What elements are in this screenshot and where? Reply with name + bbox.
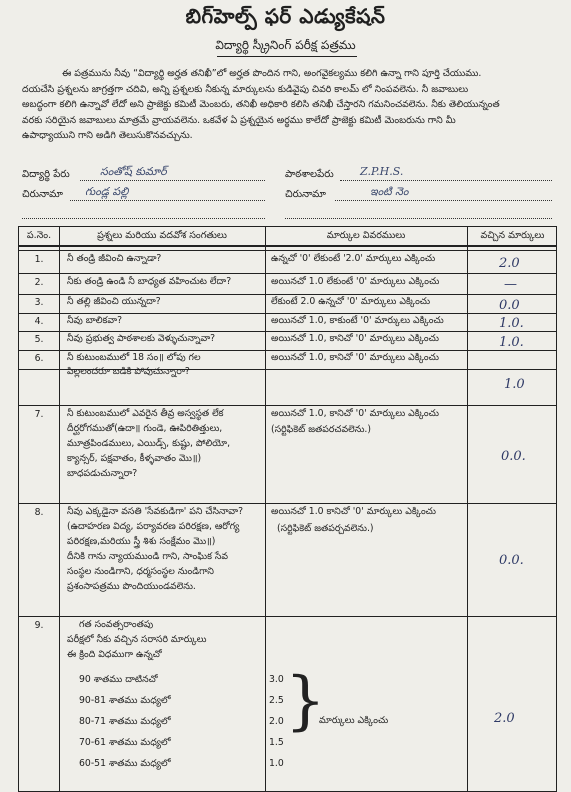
row-rule: [19, 405, 556, 406]
question-text: నీవు బాలికవా?: [67, 315, 123, 326]
range-score: 2.0: [269, 716, 284, 727]
row-number: 4.: [34, 316, 44, 327]
address-line-2: [22, 218, 265, 219]
question-text: నీ తల్లి జీవించి యున్నదా?: [67, 296, 161, 307]
range-score: 1.0: [269, 758, 284, 769]
instructions-paragraph: [22, 66, 550, 144]
awarded-mark[interactable]: —: [504, 277, 517, 292]
marks-detail: (సర్టిఫికెట్ జతపరచవలెను.): [271, 424, 372, 435]
awarded-mark[interactable]: 1.0.: [499, 335, 524, 350]
row-rule: [19, 616, 556, 617]
awarded-mark[interactable]: 2.0: [494, 711, 515, 726]
question-text: నీ కుటుంబములో ఎవరైన తీవ్ర అస్వస్థత లేక: [67, 408, 224, 419]
school-name-label: పాఠశాలపేరు: [285, 169, 334, 180]
address2-line-1: [335, 200, 552, 201]
question-text: దీనికి గాను న్యాయముండి గాని, సాంఘిక సేవ: [67, 551, 229, 562]
subtitle-underline: [217, 56, 357, 57]
range-score: 3.0: [269, 674, 284, 685]
instruction-line: దయచేసి ప్రశ్నలను జాగ్రత్తగా చదివి, అన్ని ప్రశ్నలకు నీకున్న మార్కులను కుడివైపు చివరి కాలమ్ లో నింపవలెను. నీ జవాబులు: [22, 83, 469, 95]
range-score: 1.5: [269, 737, 284, 748]
question-text: పరిరక్షణ,మరియు స్త్రీ శిశు సంక్షేమం మొ॥): [67, 536, 216, 547]
school-name-value[interactable]: Z.P.H.S.: [360, 165, 404, 178]
header-marks: వచ్చిన మార్కులు: [480, 230, 545, 241]
row-number: 7.: [34, 409, 44, 420]
row-number: 1.: [34, 254, 44, 265]
row-number: 2.: [34, 277, 44, 288]
question-text: పిల్లలందరూ బడికి పోవుచున్నారా?: [67, 366, 190, 377]
form-subtitle: విద్యార్థి స్క్రీనింగ్ పరీక్ష పత్రము: [215, 38, 356, 52]
form-title: బిగ్‌హెల్ప్ ఫర్ ఎడ్యుకేషన్: [185, 4, 386, 28]
question-text: మూత్రపిండములు, ఎయిడ్స్, కుష్టు, పోలియో,: [67, 438, 231, 449]
address-value[interactable]: గుండ్ల పల్లి: [85, 185, 129, 198]
question-text: క్యాన్సర్, పక్షవాతం, కీళ్ళవాతం మొ॥): [67, 453, 202, 464]
awarded-mark[interactable]: 0.0: [499, 298, 520, 313]
row-number: 9.: [34, 620, 44, 631]
question-text: పరీక్షలో నీకు వచ్చిన సరాసరి మార్కులు: [67, 634, 207, 645]
address-label: చిరునామా: [22, 189, 63, 200]
awarded-mark[interactable]: 2.0: [499, 256, 520, 271]
awarded-mark[interactable]: 1.0: [504, 377, 525, 392]
student-name-value[interactable]: సంతోష్ కుమార్: [100, 165, 167, 178]
marks-detail: అయినచో 1.0 కానిచో '0' మార్కులు ఎక్కించు: [271, 506, 436, 517]
percentage-range: 90 శాతము దాటినచో: [79, 674, 158, 685]
question-text: నీవు ఎక్కడైనా వసతి 'సేవకుడిగా' పని చేసినావా?: [67, 506, 244, 517]
header-num: ప.నెం.: [26, 230, 52, 241]
marks-detail: అయినచో 1.0, కాకుంటే '0' మార్కులు ఎక్కించు: [271, 315, 444, 326]
question-text: (ఉదాహరణ విద్య, పర్యావరణ పరిరక్షణ, ఆరోగ్య: [67, 521, 240, 532]
row-number: 8.: [34, 507, 44, 518]
row-number: 5.: [34, 334, 44, 345]
awarded-mark[interactable]: 0.0.: [499, 553, 524, 568]
instruction-line: వరకు సరియైన జవాబులు మాత్రమే వ్రాయవలెను. ఒకవేళ ఏ ప్రశ్నయైన అర్థము కాలేదో ప్రాజెక్టు కమిటీ మెంబరును గాని మీ: [22, 114, 456, 126]
row-rule: [19, 273, 556, 274]
school-name-line: [340, 180, 552, 181]
header-question: ప్రశ్నలు మరియు వదవోశ సంగతులు: [97, 230, 227, 241]
marks-detail: (సర్టిఫికెట్ జతపర్చవలెను.): [277, 523, 374, 534]
marks-detail: అయినచో 1.0, కానిచో '0' మార్కులు ఎక్కించు: [271, 408, 439, 419]
instruction-line: ఈ పత్రమును నీవు “విద్యార్థి అర్హత తనిఖీ”లో అర్హత పొందిన గాని, అంగవైకల్యము కలిగి ఉన్నా గాని పూర్తి చేయుము.: [62, 68, 482, 79]
marks-detail: అయినచో 1.0, కానిచో '0' మార్కులు ఎక్కించు: [271, 352, 439, 363]
marks-detail: అయినచో 1.0, కానిచో '0' మార్కులు ఎక్కించు: [271, 333, 439, 344]
marks-detail: ఉన్నచో '0' లేకుంటే '2.0' మార్కులు ఎక్కించు: [271, 253, 436, 264]
instruction-line: అబద్ధంగా కలిగి ఉన్నావో లేదో అని ప్రాజెక్టు కమిటీ మెంబరు, తనిఖీ అధికారి కలిసి తనిఖీ చేస్తారని గమనించవలెను. నీకు తెలియున్నంత: [22, 99, 500, 111]
col-divider: [59, 227, 60, 791]
question-text: సంస్థల నుండిగాని, ధర్మసంస్థల నుండిగాని: [67, 566, 214, 577]
header-rule: [19, 245, 556, 247]
row-number: 3.: [34, 297, 44, 308]
question-text: దీర్ఘరోగముతో(ఉదా॥ గుండె, ఊపిరితిత్తులు,: [67, 423, 223, 434]
question-text: నీవు ప్రభుత్వ పాఠశాలకు వెళ్ళుచున్నావా?: [67, 333, 216, 344]
question-text: ఈ క్రింది విధముగా ఉన్నచో: [67, 649, 162, 660]
address2-value[interactable]: ఇంటి నెం: [370, 185, 409, 198]
row-number: 6.: [34, 353, 44, 364]
header-details: మార్కుల వివరములు: [326, 230, 406, 241]
percentage-range: 90-81 శాతము మధ్యలో: [79, 695, 171, 706]
question-text: నీ తండ్రి జీవించి ఉన్నాడా?: [67, 253, 162, 264]
address2-line-2: [285, 218, 552, 219]
range-brace: }: [285, 664, 326, 738]
col-divider: [467, 227, 468, 791]
question-text: నీకు తండ్రి ఉండి నీ బాధ్యత వహించుట లేదా?: [67, 276, 232, 287]
awarded-mark[interactable]: 1.0.: [499, 316, 524, 331]
row-rule: [19, 503, 556, 504]
address2-label: చిరునామా: [285, 189, 326, 200]
percentage-range: 80-71 శాతము మధ్యలో: [79, 716, 171, 727]
awarded-mark[interactable]: 0.0.: [501, 449, 526, 464]
question-text: బాధపడుచున్నారా?: [67, 468, 138, 479]
question-text: ప్రశంసాపత్రము పొందియుండవలెను.: [67, 581, 196, 592]
marks-detail: లేకుంటే 2.0 ఉన్నచో '0' మార్కులు ఎక్కించు: [271, 296, 431, 307]
question-text: నీ కుటుంబములో 18 సం॥ లోపు గల: [67, 352, 201, 363]
screening-table: [18, 226, 557, 792]
instruction-line: ఉపాధ్యాయుని గాని అడిగి తెలుసుకొనవచ్చును.: [22, 130, 193, 142]
header-rule: [19, 250, 556, 251]
marks-detail: అయినచో 1.0 లేకుంటే '0' మార్కులు ఎక్కించు: [271, 276, 440, 287]
percentage-range: 70-61 శాతము మధ్యలో: [79, 737, 171, 748]
range-score: 2.5: [269, 695, 284, 706]
marks-detail: మార్కులు ఎక్కించు: [319, 715, 389, 726]
percentage-range: 60-51 శాతము మధ్యలో: [79, 758, 171, 769]
col-divider: [265, 227, 266, 791]
student-name-label: విద్యార్థి పేరు: [22, 169, 70, 180]
question-text: గత సంవత్సరాంతపు: [79, 619, 154, 630]
